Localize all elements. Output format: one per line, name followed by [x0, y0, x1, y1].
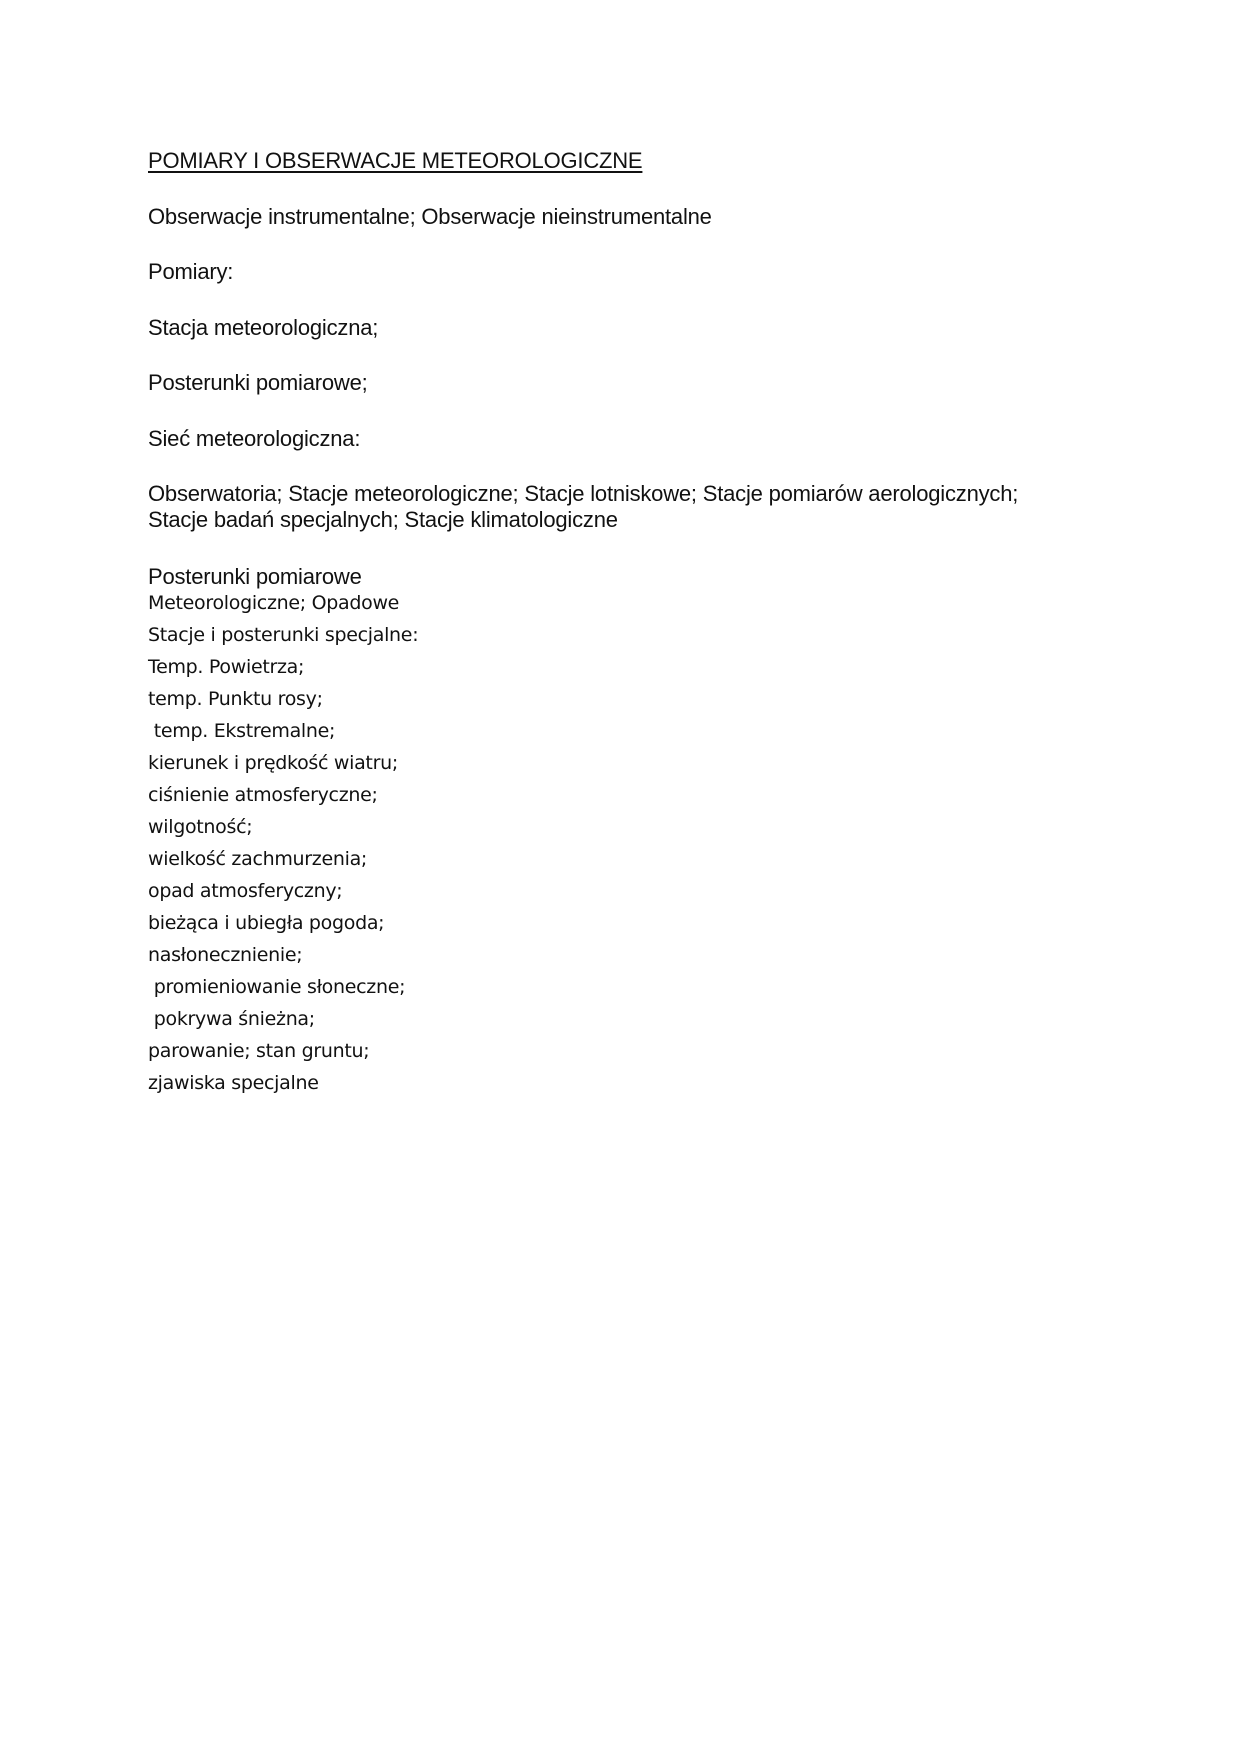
posts-line: Posterunki pomiarowe;	[148, 370, 368, 395]
list-item: kierunek i prędkość wiatru;	[148, 752, 398, 774]
list-item: temp. Ekstremalne;	[148, 720, 336, 742]
list-item: wilgotność;	[148, 816, 253, 838]
list-item: bieżąca i ubiegła pogoda;	[148, 912, 385, 934]
list-item: zjawiska specjalne	[148, 1072, 319, 1094]
list-item: Temp. Powietrza;	[148, 656, 305, 678]
list-item: Stacje i posterunki specjalne:	[148, 624, 419, 646]
posts-heading: Posterunki pomiarowe	[148, 564, 362, 589]
list-item: ciśnienie atmosferyczne;	[148, 784, 378, 806]
network-line: Sieć meteorologiczna:	[148, 426, 361, 451]
network-types-line-2: Stacje badań specjalnych; Stacje klimatologiczne	[148, 507, 618, 532]
list-item: Meteorologiczne; Opadowe	[148, 592, 400, 614]
list-item: pokrywa śnieżna;	[148, 1008, 315, 1030]
observations-line: Obserwacje instrumentalne; Obserwacje nieinstrumentalne	[148, 204, 712, 229]
measurements-label: Pomiary:	[148, 259, 234, 284]
network-types-line-1: Obserwatoria; Stacje meteorologiczne; Stacje lotniskowe; Stacje pomiarów aerologicznych;	[148, 481, 1019, 506]
list-item: temp. Punktu rosy;	[148, 688, 323, 710]
station-line: Stacja meteorologiczna;	[148, 315, 379, 340]
list-item: promieniowanie słoneczne;	[148, 976, 406, 998]
list-item: opad atmosferyczny;	[148, 880, 343, 902]
list-item: wielkość zachmurzenia;	[148, 848, 368, 870]
page-title: POMIARY I OBSERWACJE METEOROLOGICZNE	[148, 148, 643, 173]
list-item: nasłonecznienie;	[148, 944, 303, 966]
list-item: parowanie; stan gruntu;	[148, 1040, 370, 1062]
